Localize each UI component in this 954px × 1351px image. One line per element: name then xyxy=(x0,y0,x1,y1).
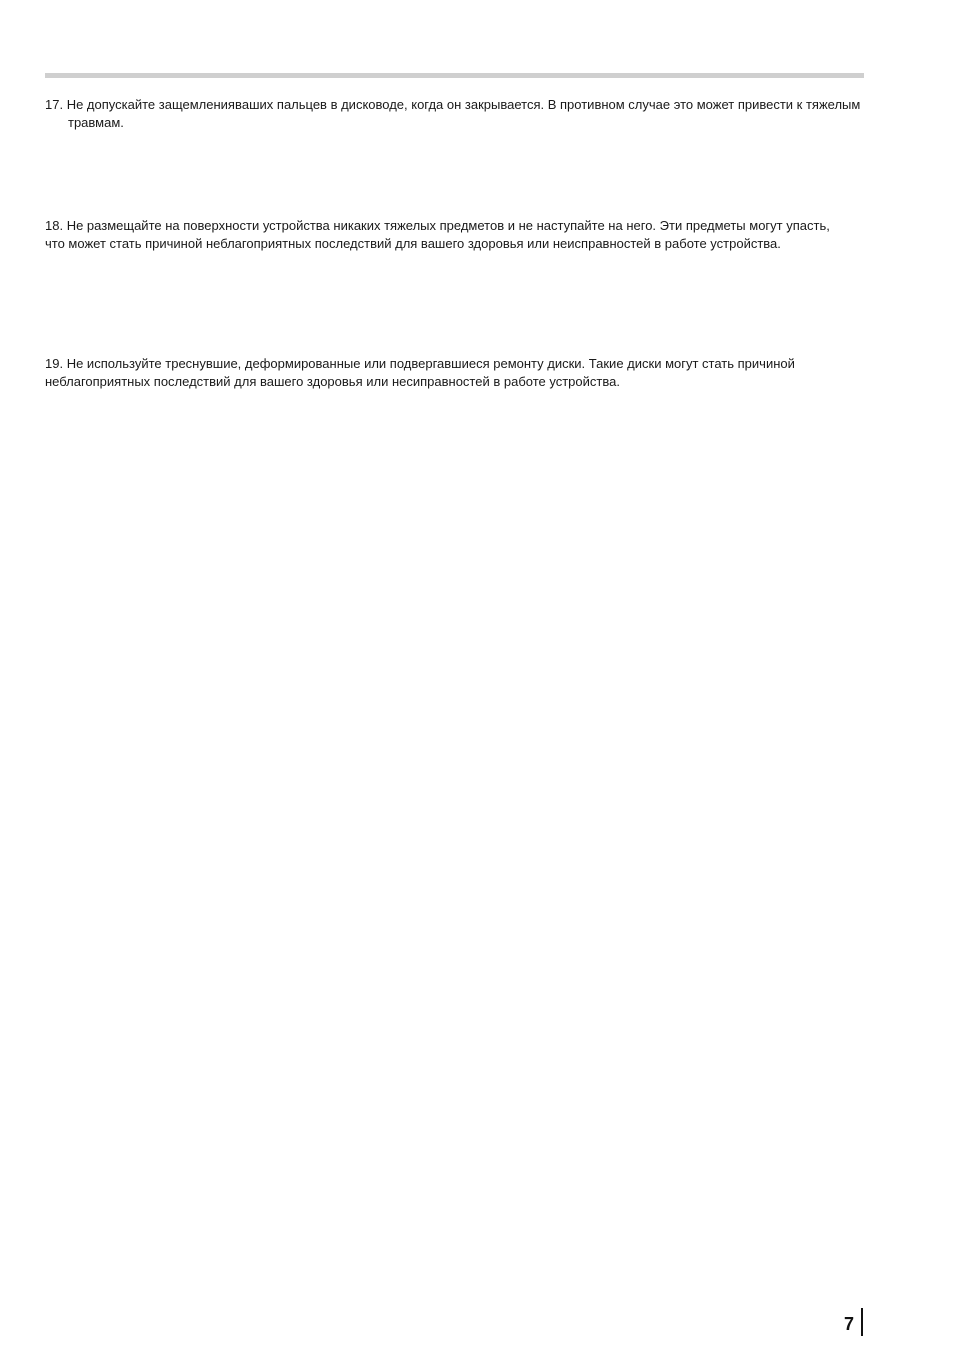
item-text: Не размещайте на поверхности устройства никаких тяжелых предметов и не наступайте на него. Эти предметы могут упасть, что может стать причиной неблагоприятных последствий для вашего здоровья или неисправностей в работе устройства. xyxy=(45,218,830,251)
item-number: 17. xyxy=(45,97,64,112)
item-text: Не используйте треснувшие, деформированные или подвергавшиеся ремонту диски. Такие диски могут стать причиной неблагоприятных последствий для вашего здоровья или несиправностей в работе устройства. xyxy=(45,356,795,389)
item-text: Не допускайте защемлениявaших пальцев в дисководе, когда он закрывается. В противном случае это может привести к тяжелым травмам. xyxy=(66,97,861,130)
page-number-divider xyxy=(861,1308,863,1336)
item-number: 18. xyxy=(45,218,64,233)
header-divider xyxy=(45,73,864,78)
page-number: 7 xyxy=(844,1314,855,1334)
instruction-item-18 xyxy=(45,217,845,252)
item-number: 19. xyxy=(45,356,64,371)
instruction-item-17 xyxy=(45,96,868,131)
instruction-item-19 xyxy=(45,355,845,390)
